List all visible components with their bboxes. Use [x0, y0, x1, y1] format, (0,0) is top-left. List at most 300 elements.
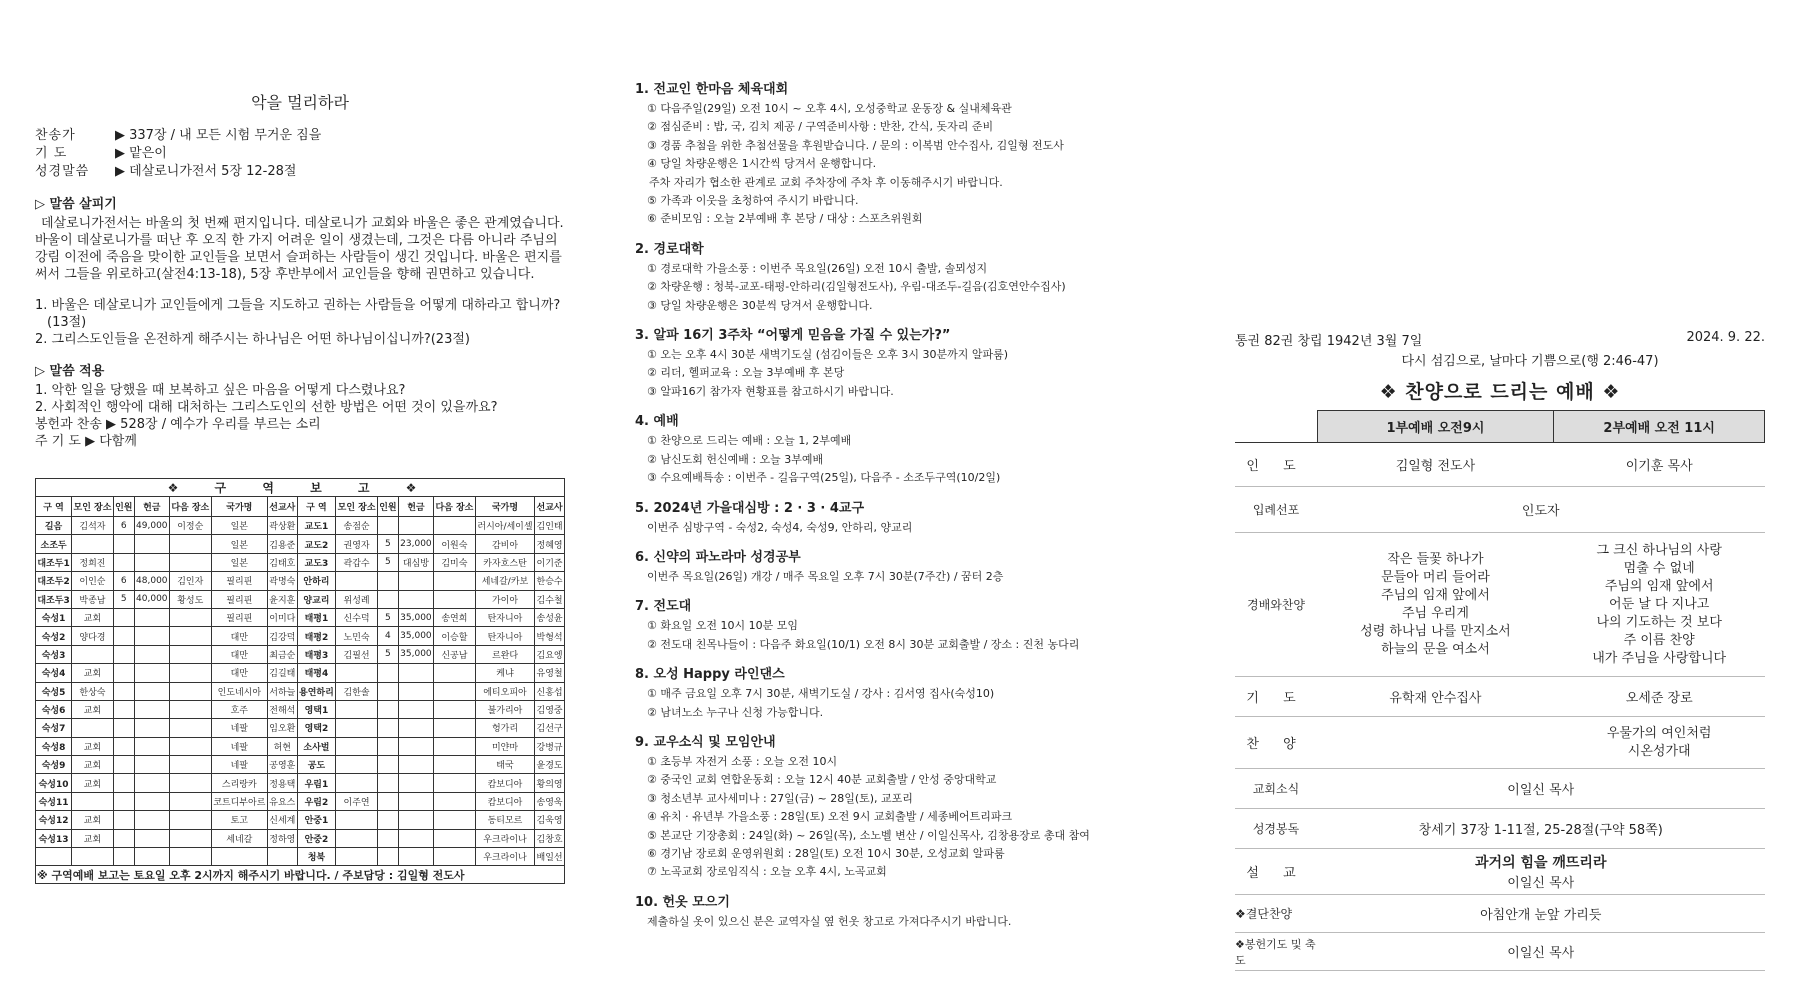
table-cell — [113, 682, 134, 700]
table-cell — [398, 719, 433, 737]
table-cell: 태평3 — [297, 645, 336, 663]
table-cell: 48,000 — [134, 572, 169, 590]
table-cell: 미얀마 — [475, 737, 534, 755]
issue-info: 통권 82권 창립 1942년 3월 7일 — [1235, 334, 1423, 349]
praise-song: 멈출 수 없네 — [1623, 560, 1695, 576]
church-motto: 다시 섬김으로, 날마다 기쁨으로(행 2:46-47) — [1401, 354, 1659, 369]
sermon-title: 악을 멀리하라 — [251, 93, 349, 112]
table-cell: 김욱영 — [535, 811, 565, 829]
praise-song: 그 크신 하나님의 사랑 — [1596, 542, 1722, 558]
table-cell — [434, 792, 476, 810]
table-cell — [398, 792, 433, 810]
worship-row-resolve: ❖결단찬양 아침안개 눈앞 가리듯 — [1235, 895, 1765, 933]
table-cell — [377, 664, 398, 682]
table-cell — [377, 774, 398, 792]
table-cell: 교회 — [72, 737, 114, 755]
announcement-heading: 10. 헌옷 모으기 — [635, 894, 730, 910]
table-cell — [169, 535, 211, 553]
announcement-item: ② 남녀노소 누구나 신청 가능합니다. — [647, 705, 824, 719]
table-cell: 숙성2 — [36, 627, 72, 645]
table-cell: 인도네시아 — [211, 682, 267, 700]
table-cell — [336, 664, 378, 682]
praise-song: 주 이름 찬양 — [1623, 632, 1695, 648]
table-cell: 배일선 — [535, 848, 565, 866]
table-cell — [169, 645, 211, 663]
praise-song: 어둔 날 다 지나고 — [1609, 596, 1710, 612]
table-cell: 6 — [113, 572, 134, 590]
table-row — [36, 792, 565, 810]
table-cell — [377, 517, 398, 535]
worship-row-praise: 경배와찬양 작은 들꽃 하나가 문들아 머리 들어라 주님의 임재 앞에서 주님 우리게 성령 하나님 나를 만지소서 하늘의 문을 여소서 그 크신 하나님의 사랑 멈출 수 없네 주님의 임재 앞에서 어둔 날 다 지나고 나의 기도하는 것 보다 주 이름 찬양 내가 주님을 사랑합니다 — [1235, 533, 1765, 677]
table-cell — [336, 811, 378, 829]
table-cell — [113, 664, 134, 682]
table-cell: 신세계 — [267, 811, 297, 829]
table-cell — [169, 719, 211, 737]
closing-line: 주 기 도 ▶ 다함께 — [35, 434, 137, 449]
table-header-cell: 다음 장소 — [434, 497, 476, 517]
praise-song: 주님의 임재 앞에서 — [1604, 578, 1714, 594]
table-cell: 탄자니아 — [475, 627, 534, 645]
first-service-header: 1부예배 오전9시 — [1317, 411, 1554, 443]
table-row — [36, 774, 565, 792]
table-header-cell: 구 역 — [36, 497, 72, 517]
worship-row-choir: 찬 양 우물가의 여인처럼 시온성가대 — [1235, 717, 1765, 769]
announcement-item: ① 다음주일(29일) 오전 10시 ~ 오후 4시, 오성중학교 운동장 & 실내체육관 — [647, 102, 1012, 115]
table-cell — [134, 664, 169, 682]
table-cell: 캄보디아 — [475, 774, 534, 792]
table-cell: 정혜영 — [535, 535, 565, 553]
table-cell — [113, 553, 134, 571]
table-cell: 유요스 — [267, 792, 297, 810]
table-cell — [377, 792, 398, 810]
table-cell: 교회 — [72, 608, 114, 626]
table-cell: 35,000 — [398, 627, 433, 645]
table-cell — [434, 590, 476, 608]
table-cell: 6 — [113, 517, 134, 535]
table-cell: 공영훈 — [267, 756, 297, 774]
announcement-heading: 6. 신약의 파노라마 성경공부 — [635, 549, 801, 565]
table-cell: 곽상환 — [267, 517, 297, 535]
table-cell: 곽갑수 — [336, 553, 378, 571]
table-cell — [434, 719, 476, 737]
table-cell — [377, 682, 398, 700]
table-cell — [336, 719, 378, 737]
table-cell: 안중1 — [297, 811, 336, 829]
table-cell — [113, 774, 134, 792]
praise-song: 성령 하나님 나를 만지소서 — [1360, 623, 1511, 639]
table-cell: 교회 — [72, 829, 114, 847]
table-cell: 르완다 — [475, 645, 534, 663]
table-cell: 세네갈/카보 — [475, 572, 534, 590]
table-cell: 우림1 — [297, 774, 336, 792]
table-row — [36, 645, 565, 663]
table-cell: 김영중 — [535, 700, 565, 718]
table-cell — [377, 756, 398, 774]
table-cell: 교회 — [72, 756, 114, 774]
table-cell: 영택2 — [297, 719, 336, 737]
table-cell — [377, 829, 398, 847]
table-cell: 송연희 — [434, 608, 476, 626]
table-cell: 신수덕 — [336, 608, 378, 626]
bulletin-date: 2024. 9. 22. — [1686, 330, 1765, 345]
table-cell — [336, 848, 378, 866]
announcement-item: ① 매주 금요일 오후 7시 30분, 새벽기도실 / 강사 : 김서영 집사(숙성10) — [647, 687, 995, 701]
praise-song: 하늘의 문을 여소서 — [1381, 641, 1490, 657]
table-cell: 태평4 — [297, 664, 336, 682]
table-cell — [336, 700, 378, 718]
table-row — [36, 829, 565, 847]
study-questions — [35, 297, 565, 348]
table-cell: 김인태 — [535, 517, 565, 535]
table-cell: 전해석 — [267, 700, 297, 718]
table-row — [36, 553, 565, 571]
table-row — [36, 535, 565, 553]
table-cell — [113, 811, 134, 829]
table-cell: 4 — [377, 627, 398, 645]
apply-question: 2. 사회적인 행악에 대해 대처하는 그리스도인의 선한 방법은 어떤 것이 있을까요? — [35, 400, 498, 415]
study-question: 1. 바울은 데살로니가 교인들에게 그들을 지도하고 권하는 사람들을 어떻게 대하라고 합니까?(13절) — [35, 298, 561, 330]
table-cell: 동티모르 — [475, 811, 534, 829]
table-cell — [134, 811, 169, 829]
table-cell — [336, 774, 378, 792]
table-cell — [72, 719, 114, 737]
announcement-item: ③ 수요예배특송 : 이번주 - 길음구역(25일), 다음주 - 소조두구역(10/2일) — [647, 471, 1001, 485]
study-question: 2. 그리스도인들을 온전하게 해주시는 하나님은 어떤 하나님이십니까?(23절) — [35, 332, 470, 347]
praise-song: 작은 들꽃 하나가 — [1387, 551, 1484, 567]
table-cell — [113, 700, 134, 718]
table-cell: 일본 — [211, 535, 267, 553]
announcement-item: ⑤ 본교단 기장총회 : 24일(화) ~ 26일(목), 소노벨 변산 / 이일신목사, 김창용장로 총대 참여 — [647, 828, 1090, 842]
table-cell — [36, 848, 72, 866]
table-cell: 대조두2 — [36, 572, 72, 590]
table-cell — [169, 664, 211, 682]
table-cell — [134, 608, 169, 626]
announcement-item: ④ 유치 · 유년부 가을소풍 : 28일(토) 오전 9시 교회출발 / 세종베어트리파크 — [647, 810, 1013, 824]
table-cell — [134, 792, 169, 810]
table-header-cell: 인원 — [377, 497, 398, 517]
table-cell: 박종남 — [72, 590, 114, 608]
table-cell — [434, 700, 476, 718]
table-cell: 곽명숙 — [267, 572, 297, 590]
announcement-item: 제출하실 옷이 있으신 분은 교역자실 옆 헌옷 창고로 가져다주시기 바랍니다. — [647, 914, 1012, 928]
table-cell: 우림2 — [297, 792, 336, 810]
table-cell — [169, 829, 211, 847]
table-cell: 태평1 — [297, 608, 336, 626]
table-cell — [134, 774, 169, 792]
table-cell — [398, 811, 433, 829]
table-cell — [377, 590, 398, 608]
table-cell: 대만 — [211, 664, 267, 682]
table-cell: 숙성11 — [36, 792, 72, 810]
table-cell: 숙성10 — [36, 774, 72, 792]
table-cell: 정하영 — [267, 829, 297, 847]
table-cell — [134, 848, 169, 866]
worship-row-offering: ❖봉헌기도 및 축도 이일신 목사 — [1235, 933, 1765, 971]
table-cell: 숙성13 — [36, 829, 72, 847]
announcement-heading: 9. 교우소식 및 모임안내 — [635, 734, 776, 750]
announcement-item: ① 오는 오후 4시 30분 새벽기도실 (섬김이들은 오후 3시 30분까지 알파룸) — [647, 348, 1009, 362]
table-cell — [134, 535, 169, 553]
bulletin-meta — [1235, 330, 1765, 349]
table-cell: 태평2 — [297, 627, 336, 645]
table-cell — [113, 645, 134, 663]
table-cell: 네팔 — [211, 719, 267, 737]
table-cell — [169, 682, 211, 700]
table-row — [36, 737, 565, 755]
table-cell: 필리핀 — [211, 572, 267, 590]
table-cell: 교도2 — [297, 535, 336, 553]
table-cell — [398, 682, 433, 700]
table-cell — [134, 737, 169, 755]
announcement-item: 이번주 목요일(26일) 개강 / 매주 목요일 오후 7시 30분(7주간) / 꿈터 2층 — [647, 569, 1004, 583]
table-cell: 이기준 — [535, 553, 565, 571]
table-cell: 에티오피아 — [475, 682, 534, 700]
table-cell: 49,000 — [134, 517, 169, 535]
table-row — [36, 719, 565, 737]
table-cell: 최금순 — [267, 645, 297, 663]
table-cell: 윤지훈 — [267, 590, 297, 608]
table-footer-note: ※ 구역예배 보고는 토요일 오후 2시까지 해주시기 바랍니다. / 주보담당 : 김일형 전도사 — [36, 866, 565, 884]
table-cell: 스리랑카 — [211, 774, 267, 792]
announcement-item: ② 중국인 교회 연합운동회 : 오늘 12시 40분 교회출발 / 안성 중앙대학교 — [647, 773, 997, 787]
table-cell: 코트디부아르 — [211, 792, 267, 810]
table-cell: 불가리아 — [475, 700, 534, 718]
table-cell — [398, 700, 433, 718]
table-cell — [72, 535, 114, 553]
announcements-column — [635, 0, 1175, 931]
table-cell: 권영자 — [336, 535, 378, 553]
table-row — [36, 682, 565, 700]
worship-row-call: 입례선포 인도자 — [1235, 487, 1765, 533]
table-cell — [434, 517, 476, 535]
table-header-cell: 모인 장소 — [72, 497, 114, 517]
table-header-cell: 헌금 — [398, 497, 433, 517]
table-cell: 대조두1 — [36, 553, 72, 571]
table-cell — [113, 608, 134, 626]
table-cell — [434, 774, 476, 792]
table-cell: 교회 — [72, 664, 114, 682]
table-cell: 강병규 — [535, 737, 565, 755]
announcement-item: ④ 당일 차량운행은 1시간씩 당겨서 운행합니다. — [647, 157, 877, 171]
table-cell — [113, 756, 134, 774]
sermon-guide-column — [35, 0, 565, 884]
table-cell — [434, 737, 476, 755]
worship-title: ❖ 찬양으로 드리는 예배 ❖ — [1379, 381, 1621, 403]
worship-order-table — [1235, 410, 1765, 971]
table-cell — [113, 535, 134, 553]
table-cell — [377, 719, 398, 737]
announcements — [635, 78, 1175, 931]
table-header-cell: 국가명 — [211, 497, 267, 517]
table-cell — [336, 737, 378, 755]
apply-question: 1. 악한 일을 당했을 때 보복하고 싶은 마음을 어떻게 다스렸나요? — [35, 383, 406, 398]
table-cell: 카자흐스탄 — [475, 553, 534, 571]
table-header-cell: 구 역 — [297, 497, 336, 517]
announcement-item: ① 경로대학 가을소풍 : 이번주 목요일(26일) 오전 10시 출발, 솔뫼성지 — [647, 261, 988, 275]
preacher: 이일신 목사 — [1507, 876, 1575, 891]
table-cell: 김태호 — [267, 553, 297, 571]
table-cell — [398, 590, 433, 608]
table-cell: 교도1 — [297, 517, 336, 535]
table-cell — [398, 774, 433, 792]
table-cell: 청북 — [297, 848, 336, 866]
table-cell: 노민숙 — [336, 627, 378, 645]
table-cell: 송점순 — [336, 517, 378, 535]
table-cell: 우크라이나 — [475, 829, 534, 847]
table-header-cell: 선교사 — [535, 497, 565, 517]
table-cell: 숙성3 — [36, 645, 72, 663]
table-cell — [134, 700, 169, 718]
table-cell — [169, 774, 211, 792]
table-cell: 김강덕 — [267, 627, 297, 645]
table-cell — [169, 627, 211, 645]
closing-line: 봉헌과 찬송 ▶ 528장 / 예수가 우리를 부르는 소리 — [35, 417, 321, 432]
table-cell: 5 — [377, 608, 398, 626]
table-cell — [169, 811, 211, 829]
table-cell — [113, 829, 134, 847]
table-cell: 호주 — [211, 700, 267, 718]
table-cell — [134, 645, 169, 663]
table-caption-row — [36, 479, 565, 497]
table-cell: 양교리 — [297, 590, 336, 608]
table-cell: 양다경 — [72, 627, 114, 645]
table-cell — [398, 664, 433, 682]
table-cell: 숙성9 — [36, 756, 72, 774]
table-cell: 정용택 — [267, 774, 297, 792]
table-cell — [134, 682, 169, 700]
table-cell: 이미다 — [267, 608, 297, 626]
announcement-item: ② 점심준비 : 밥, 국, 김치 제공 / 구역준비사항 : 반찬, 간식, 돗자리 준비 — [647, 120, 994, 134]
table-cell: 교회 — [72, 700, 114, 718]
table-cell — [398, 572, 433, 590]
table-cell: 러시아/세이셀 — [475, 517, 534, 535]
table-cell: 숙성4 — [36, 664, 72, 682]
table-cell: 김창호 — [535, 829, 565, 847]
table-cell: 한상숙 — [72, 682, 114, 700]
announcement-heading: 4. 예배 — [635, 414, 679, 430]
table-cell: 감비아 — [475, 535, 534, 553]
table-cell: 대만 — [211, 645, 267, 663]
table-header-cell: 헌금 — [134, 497, 169, 517]
table-cell — [134, 829, 169, 847]
table-cell: 5 — [113, 590, 134, 608]
table-cell — [169, 792, 211, 810]
table-cell — [72, 848, 114, 866]
table-cell: 캄보디아 — [475, 792, 534, 810]
table-row — [36, 590, 565, 608]
section-heading-study: ▷ 말씀 살피기 — [35, 197, 117, 212]
table-cell — [336, 572, 378, 590]
announcement-item: ② 차량운행 : 청북-교포-태평-안하리(김일형전도사), 우림-대조두-길음(김호연안수집사) — [647, 280, 1066, 294]
announcement-item: ⑤ 가족과 이웃을 초청하여 주시기 바랍니다. — [647, 194, 859, 208]
table-cell — [398, 829, 433, 847]
table-row — [36, 848, 565, 866]
table-cell: 숙성8 — [36, 737, 72, 755]
table-cell: 세네갈 — [211, 829, 267, 847]
table-cell — [113, 792, 134, 810]
table-cell — [398, 517, 433, 535]
table-cell — [398, 848, 433, 866]
table-row — [36, 627, 565, 645]
choir-anthem — [1554, 717, 1765, 769]
praise-song: 나의 기도하는 것 보다 — [1596, 614, 1722, 630]
announcement-heading: 1. 전교인 한마음 체육대회 — [635, 82, 789, 97]
praise-song: 문들아 머리 들어라 — [1381, 569, 1490, 585]
study-paragraph: 데살로니가전서는 바울의 첫 번째 편지입니다. 데살로니가 교회와 바울은 좋은 관계였습니다. 바울이 데살로니가를 떠난 후 오직 한 가지 어려운 일이 생겼는데, 그것은 다름 아니라 주님의 강림 이전에 죽음을 맞이한 교인들을 보면서 슬퍼하는 사람들이 생긴 것입니다. 바울은 편지를 써서 그들을 위로하고(살전4:13-18), 5장 후반부에서 교인들을 향해 권면하고 있습니다. — [35, 216, 564, 282]
order-value: ▶ 데살로니가전서 5장 12-28절 — [115, 164, 297, 179]
announcement-item: ② 리더, 헬퍼교육 : 오늘 3부예배 후 본당 — [647, 366, 845, 380]
table-cell: 서하늘 — [267, 682, 297, 700]
bulletin-cover-column — [1235, 0, 1765, 971]
table-header-cell: 국가명 — [475, 497, 534, 517]
table-cell: 소조두 — [36, 535, 72, 553]
table-cell: 5 — [377, 645, 398, 663]
order-label: 찬송가 — [35, 128, 76, 143]
table-header-cell: 선교사 — [267, 497, 297, 517]
apply-questions — [35, 382, 565, 416]
table-cell: 안하리 — [297, 572, 336, 590]
table-cell — [377, 700, 398, 718]
praise-song: 주님의 임재 앞에서 — [1381, 587, 1490, 603]
table-cell — [267, 848, 297, 866]
table-cell: 교도3 — [297, 553, 336, 571]
table-row — [36, 572, 565, 590]
order-label: 성경말씀 — [35, 164, 90, 179]
table-cell: 황성도 — [169, 590, 211, 608]
table-row — [36, 664, 565, 682]
table-cell — [169, 553, 211, 571]
table-cell: 숙성12 — [36, 811, 72, 829]
table-cell: 대만 — [211, 627, 267, 645]
announcement-heading: 8. 오성 Happy 라인댄스 — [635, 667, 785, 683]
worship-row-sermon: 설 교 과거의 힘을 깨뜨리라 이일신 목사 — [1235, 849, 1765, 895]
table-cell: 네팔 — [211, 756, 267, 774]
table-cell: 허현 — [267, 737, 297, 755]
table-cell — [113, 719, 134, 737]
order-row — [35, 145, 565, 163]
worship-row-prayer: 기 도 유학재 안수집사 오세준 장로 — [1235, 677, 1765, 717]
table-cell — [377, 572, 398, 590]
table-cell: 이주연 — [336, 792, 378, 810]
table-cell: 이정순 — [169, 517, 211, 535]
table-cell: 네팔 — [211, 737, 267, 755]
table-cell: 영택1 — [297, 700, 336, 718]
table-cell: 이원숙 — [434, 535, 476, 553]
table-cell: 유영철 — [535, 664, 565, 682]
table-cell: 이승할 — [434, 627, 476, 645]
table-cell: 길음 — [36, 517, 72, 535]
announcement-item: ① 초등부 자전거 소풍 : 오늘 오전 10시 — [647, 754, 838, 768]
announcement-heading: 3. 알파 16기 3주차 “어떻게 믿음을 가질 수 있는가?” — [635, 328, 951, 344]
worship-header-row — [1235, 411, 1765, 443]
table-cell — [72, 645, 114, 663]
announcement-heading: 2. 경로대학 — [635, 241, 704, 257]
order-row — [35, 127, 565, 145]
table-row — [36, 700, 565, 718]
table-cell: 신공남 — [434, 645, 476, 663]
table-cell — [113, 737, 134, 755]
announcement-item: ③ 알파16기 참가자 현황표를 참고하시기 바랍니다. — [647, 384, 894, 398]
table-cell — [113, 848, 134, 866]
praise-songs-second — [1554, 533, 1765, 677]
announcement-heading: 5. 2024년 가을대심방 : 2 · 3 · 4교구 — [635, 500, 865, 516]
announcement-item: ③ 경품 추첨을 위한 추첨선물을 후원받습니다. / 문의 : 이복범 안수집사, 김일형 전도사 — [647, 138, 1064, 152]
table-cell: 용연하리 — [297, 682, 336, 700]
table-cell — [72, 792, 114, 810]
table-cell: 5 — [377, 553, 398, 571]
table-cell: 태국 — [475, 756, 534, 774]
table-cell: 임오환 — [267, 719, 297, 737]
